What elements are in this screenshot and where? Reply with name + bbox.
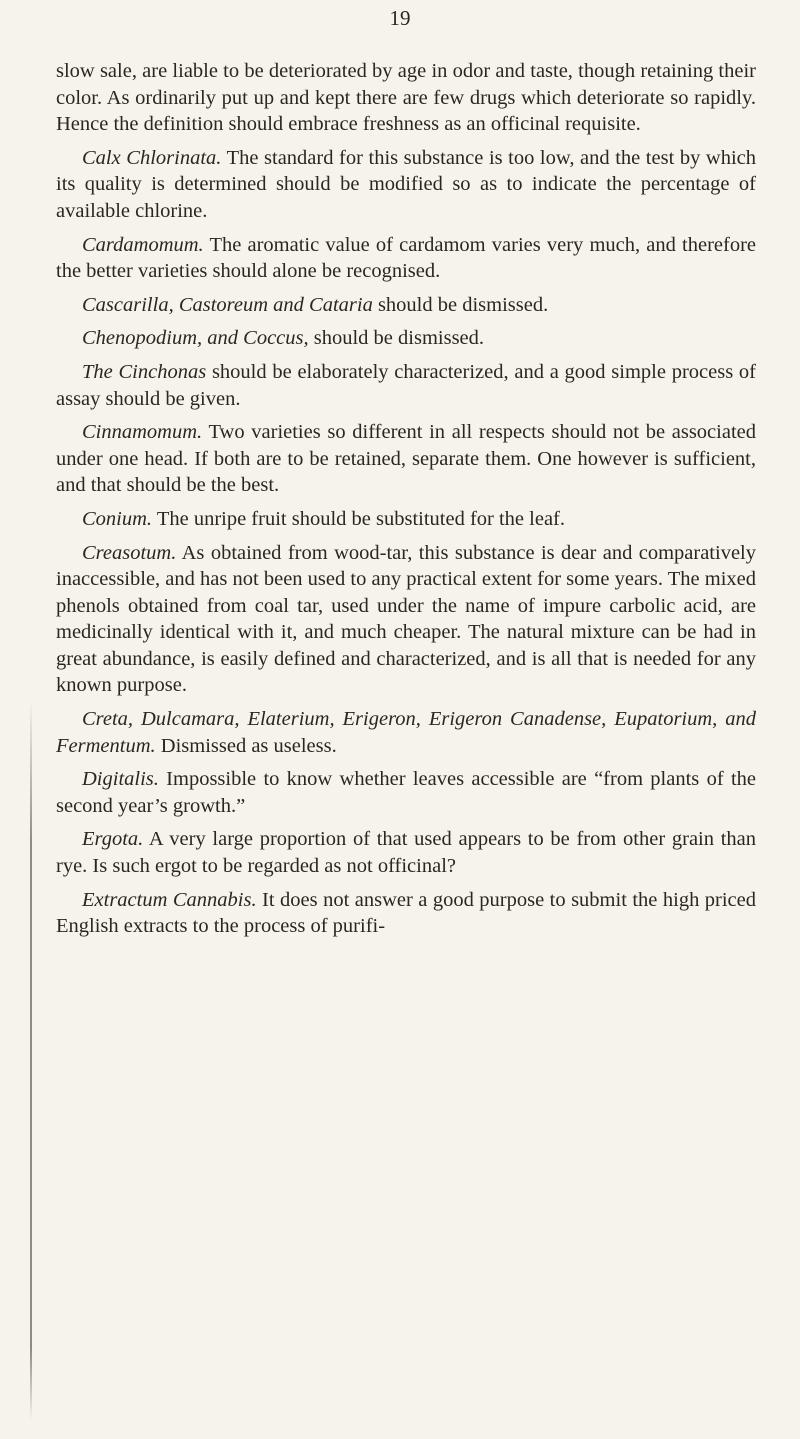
paragraph: [56, 706, 756, 759]
entry-heading: Conium.: [82, 507, 153, 530]
paragraph-text: Dismissed as useless.: [155, 734, 337, 757]
paragraph: [56, 232, 756, 285]
paragraph-text: It does not answer a good purpose to submit the high priced English extracts to the process of purifi-: [56, 888, 756, 938]
paragraph-text: As obtained from wood-tar, this substance is dear and comparatively inaccessible, and has not been used to any practical extent for some years. The mixed phenols obtained from coal tar, used under the name of impure carbolic acid, are medicinally identical with it, and much cheaper. The natural mixture can be had in great abundance, is easily defined and characterized, and is all that is needed for any known purpose.: [56, 541, 756, 697]
entry-heading: Cardamomum.: [82, 233, 204, 256]
paragraph-text: Two varieties so different in all respects should not be associated under one head. If both are to be retained, separate them. One however is sufficient, and that should be the best.: [56, 421, 756, 497]
paragraph: [56, 325, 756, 352]
paragraph: [56, 826, 756, 879]
paragraph: [56, 766, 756, 819]
entry-heading: Cascarilla, Castoreum and Cataria: [82, 293, 373, 316]
entry-heading: Creta, Dulcamara, Elaterium, Erigeron, Erigeron Canadense, Eupatorium, and Fermentum.: [56, 708, 756, 757]
paragraph-text: The unripe fruit should be substituted for the leaf.: [152, 507, 566, 530]
paragraph: [56, 887, 756, 940]
paragraph: [56, 292, 756, 319]
entry-heading: Ergota.: [82, 828, 144, 851]
text-body: [56, 58, 756, 947]
page-number: 19: [389, 6, 411, 30]
paragraph-text: slow sale, are liable to be deteriorated by age in odor and taste, though retaining their color. As ordinarily put up and kept there are few drugs which deteriorate so rapidly. Hence the definition should embrace freshness as an officinal requisite.: [56, 60, 756, 136]
entry-heading: Chenopodium, and Coccus,: [82, 327, 309, 350]
paragraph-text: The aromatic value of cardamom varies very much, and therefore the better varieties should alone be recognised.: [56, 233, 756, 283]
entry-heading: Calx Chlorinata.: [82, 146, 222, 169]
paragraph-text: Impossible to know whether leaves accessible are “from plants of the second year’s growth.”: [56, 768, 756, 817]
paragraph: [56, 506, 756, 533]
paragraph: [56, 359, 756, 412]
paragraph: [56, 540, 756, 700]
entry-heading: Digitalis.: [82, 768, 159, 791]
entry-heading: Creasotum.: [82, 541, 177, 564]
binding-shadow: [30, 700, 32, 1420]
paragraph: [56, 58, 756, 138]
paragraph: [56, 419, 756, 499]
entry-heading: Extractum Cannabis.: [82, 888, 257, 911]
entry-heading: Cinnamomum.: [82, 421, 203, 444]
paragraph-text: The standard for this substance is too low, and the test by which its quality is determined should be modified so as to indicate the percentage of available chlorine.: [56, 146, 756, 222]
paragraph-text: should be dismissed.: [372, 293, 549, 316]
paragraph-text: should be dismissed.: [308, 327, 485, 350]
paragraph-text: should be elaborately characterized, and a good simple process of assay should be given.: [56, 360, 756, 410]
entry-heading: The Cinchonas: [82, 360, 207, 383]
paragraph-text: A very large proportion of that used appears to be from other grain than rye. Is such ergot to be regarded as not officinal?: [56, 828, 756, 878]
paragraph: [56, 145, 756, 225]
